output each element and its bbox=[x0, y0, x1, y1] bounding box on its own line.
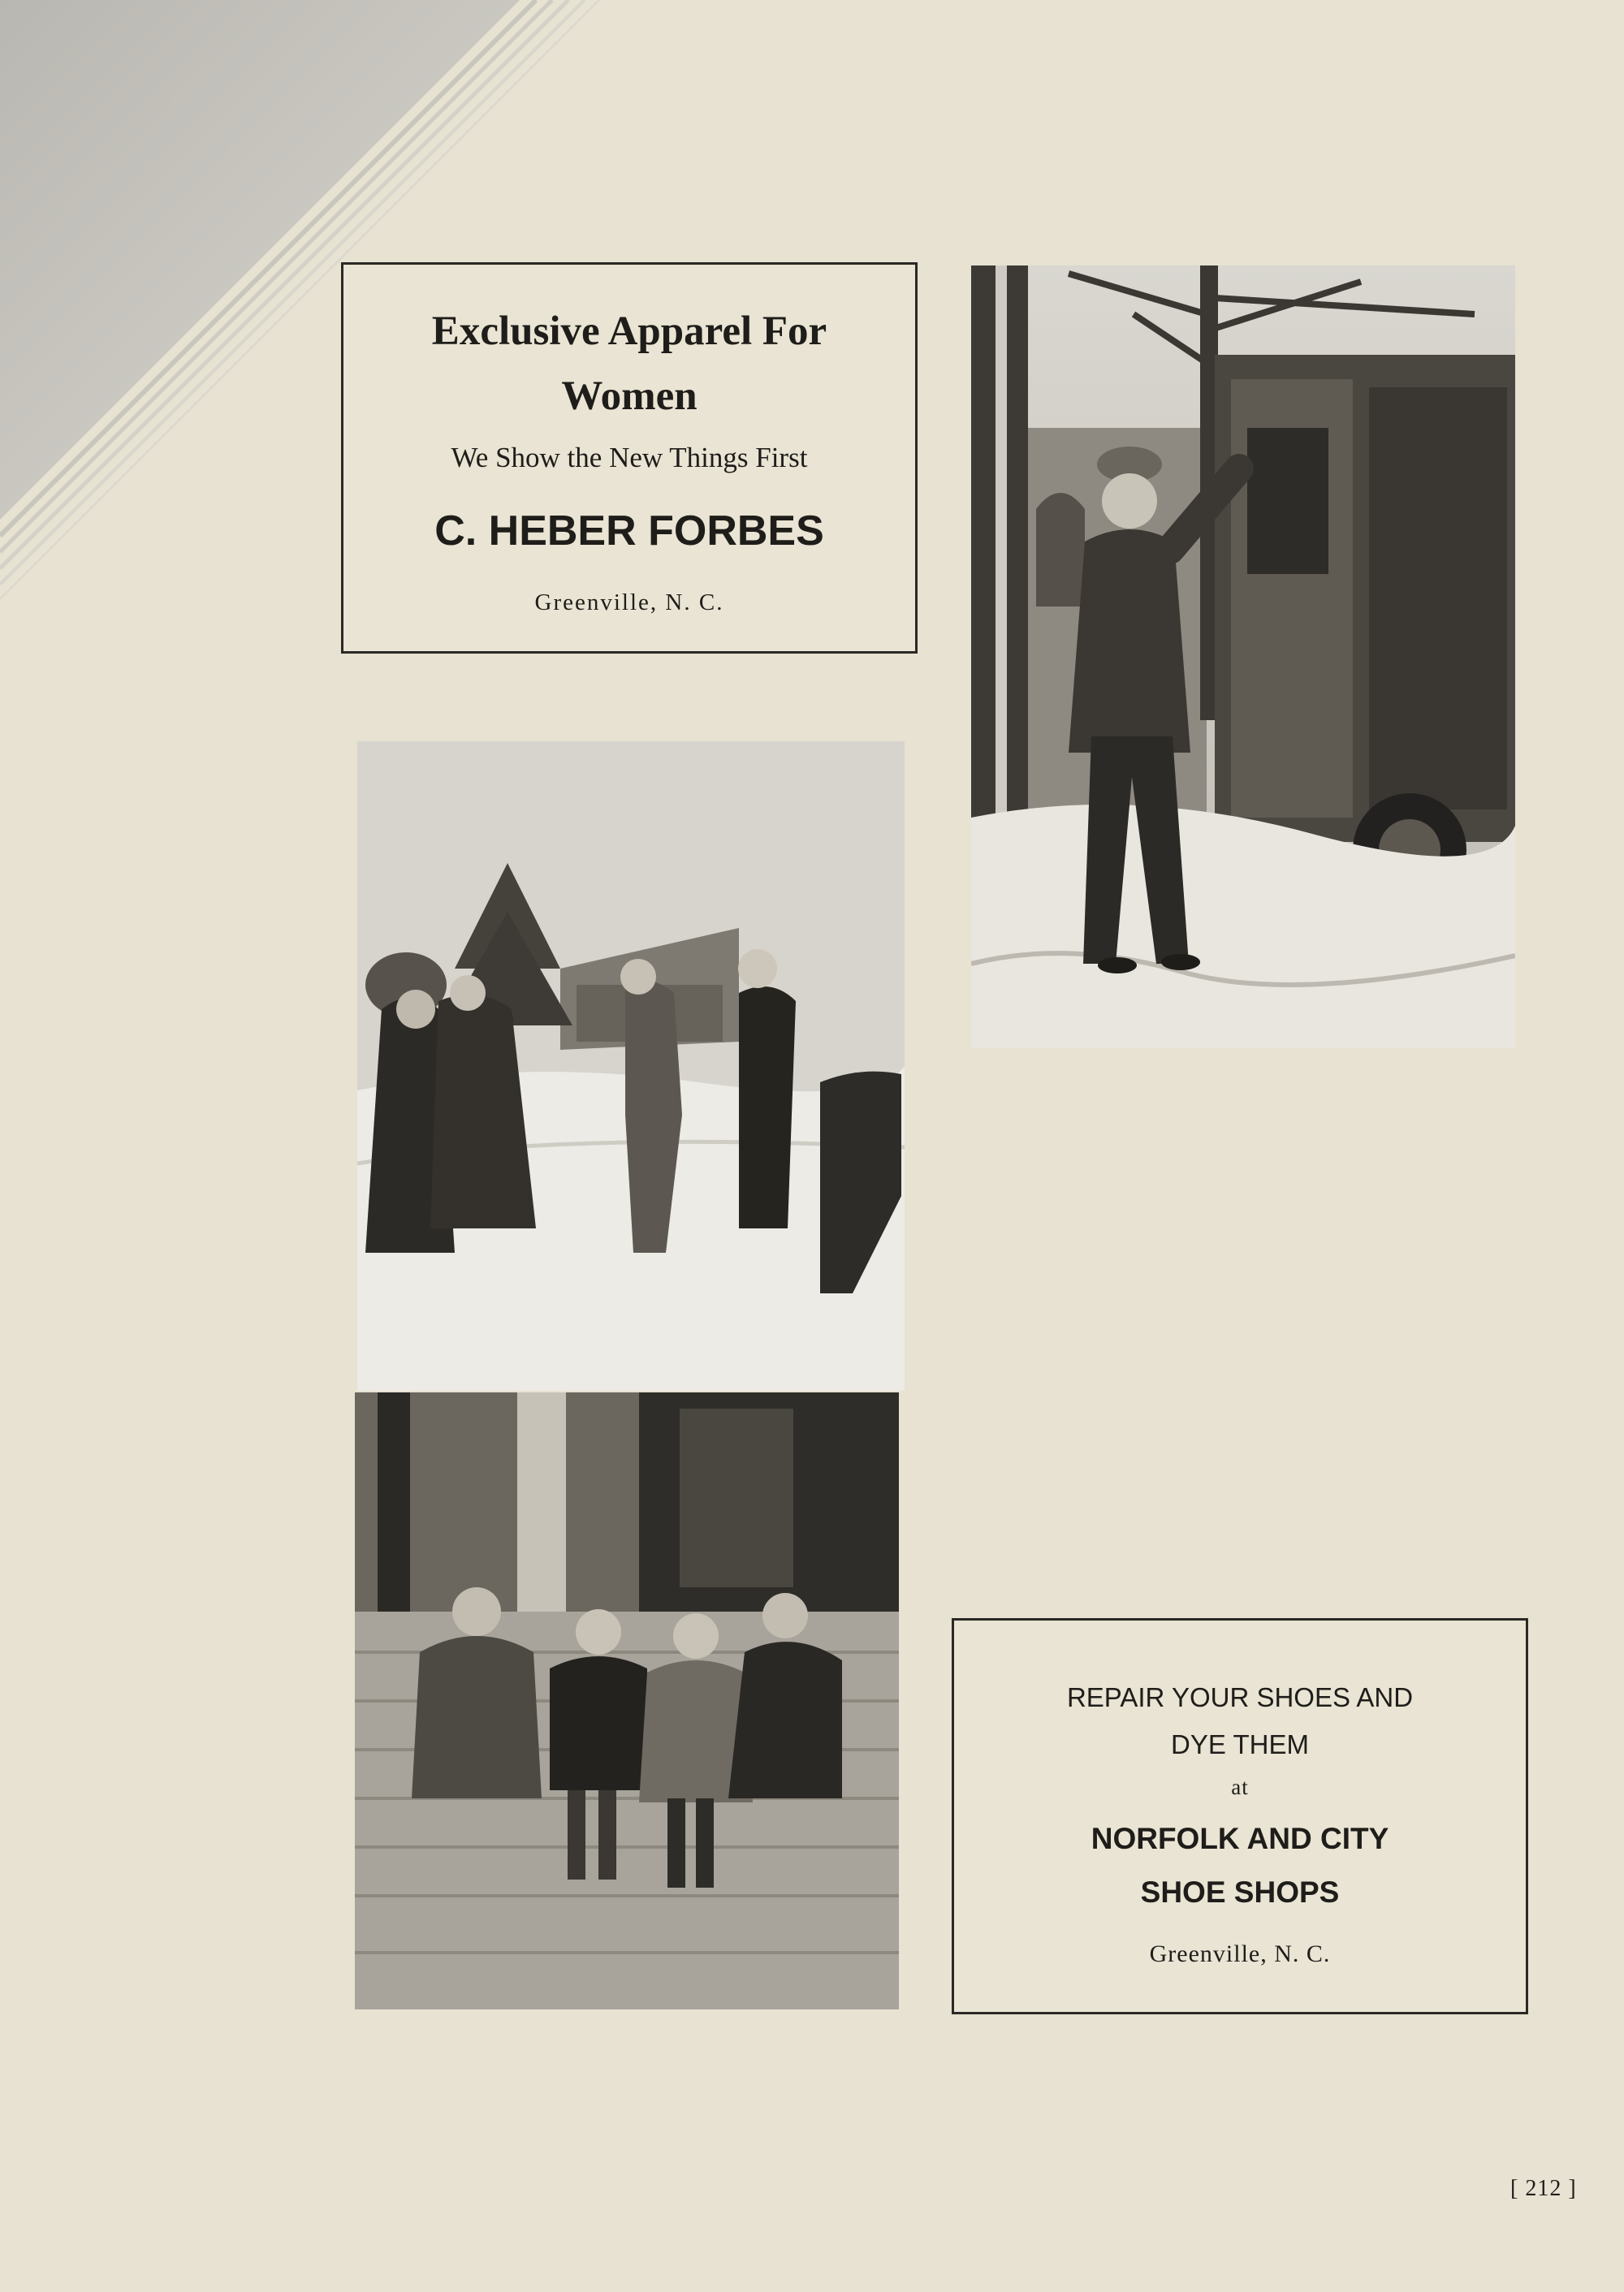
page-number: [ 212 ] bbox=[1510, 2176, 1577, 2201]
ad-offer-line2: DYE THEM bbox=[1171, 1729, 1309, 1759]
ad-location: Greenville, N. C. bbox=[534, 589, 724, 615]
ad-business-line2: SHOE SHOPS bbox=[1140, 1875, 1340, 1909]
ad-business-name: C. HEBER FORBES bbox=[434, 507, 824, 555]
ad-tagline: We Show the New Things First bbox=[451, 442, 808, 473]
advertisement-forbes bbox=[341, 262, 918, 654]
ad-headline-line2: Women bbox=[561, 373, 698, 419]
ad-offer-line1: REPAIR YOUR SHOES AND bbox=[1066, 1682, 1414, 1712]
ad-connector: at bbox=[1231, 1775, 1249, 1799]
ad-headline-line1: Exclusive Apparel For bbox=[431, 309, 827, 354]
ad-location: Greenville, N. C. bbox=[1149, 1940, 1331, 1967]
photo-women-in-snow bbox=[357, 741, 905, 1391]
ad-business-name bbox=[954, 1812, 1526, 1919]
ad-business-line1: NORFOLK AND CITY bbox=[1091, 1822, 1389, 1855]
photo-man-with-truck bbox=[971, 265, 1515, 1048]
ad-headline bbox=[343, 299, 915, 429]
photo-women-on-steps bbox=[355, 1392, 899, 2009]
ad-offer bbox=[954, 1674, 1526, 1768]
advertisement-norfolk-shoe-shops bbox=[952, 1618, 1528, 2014]
